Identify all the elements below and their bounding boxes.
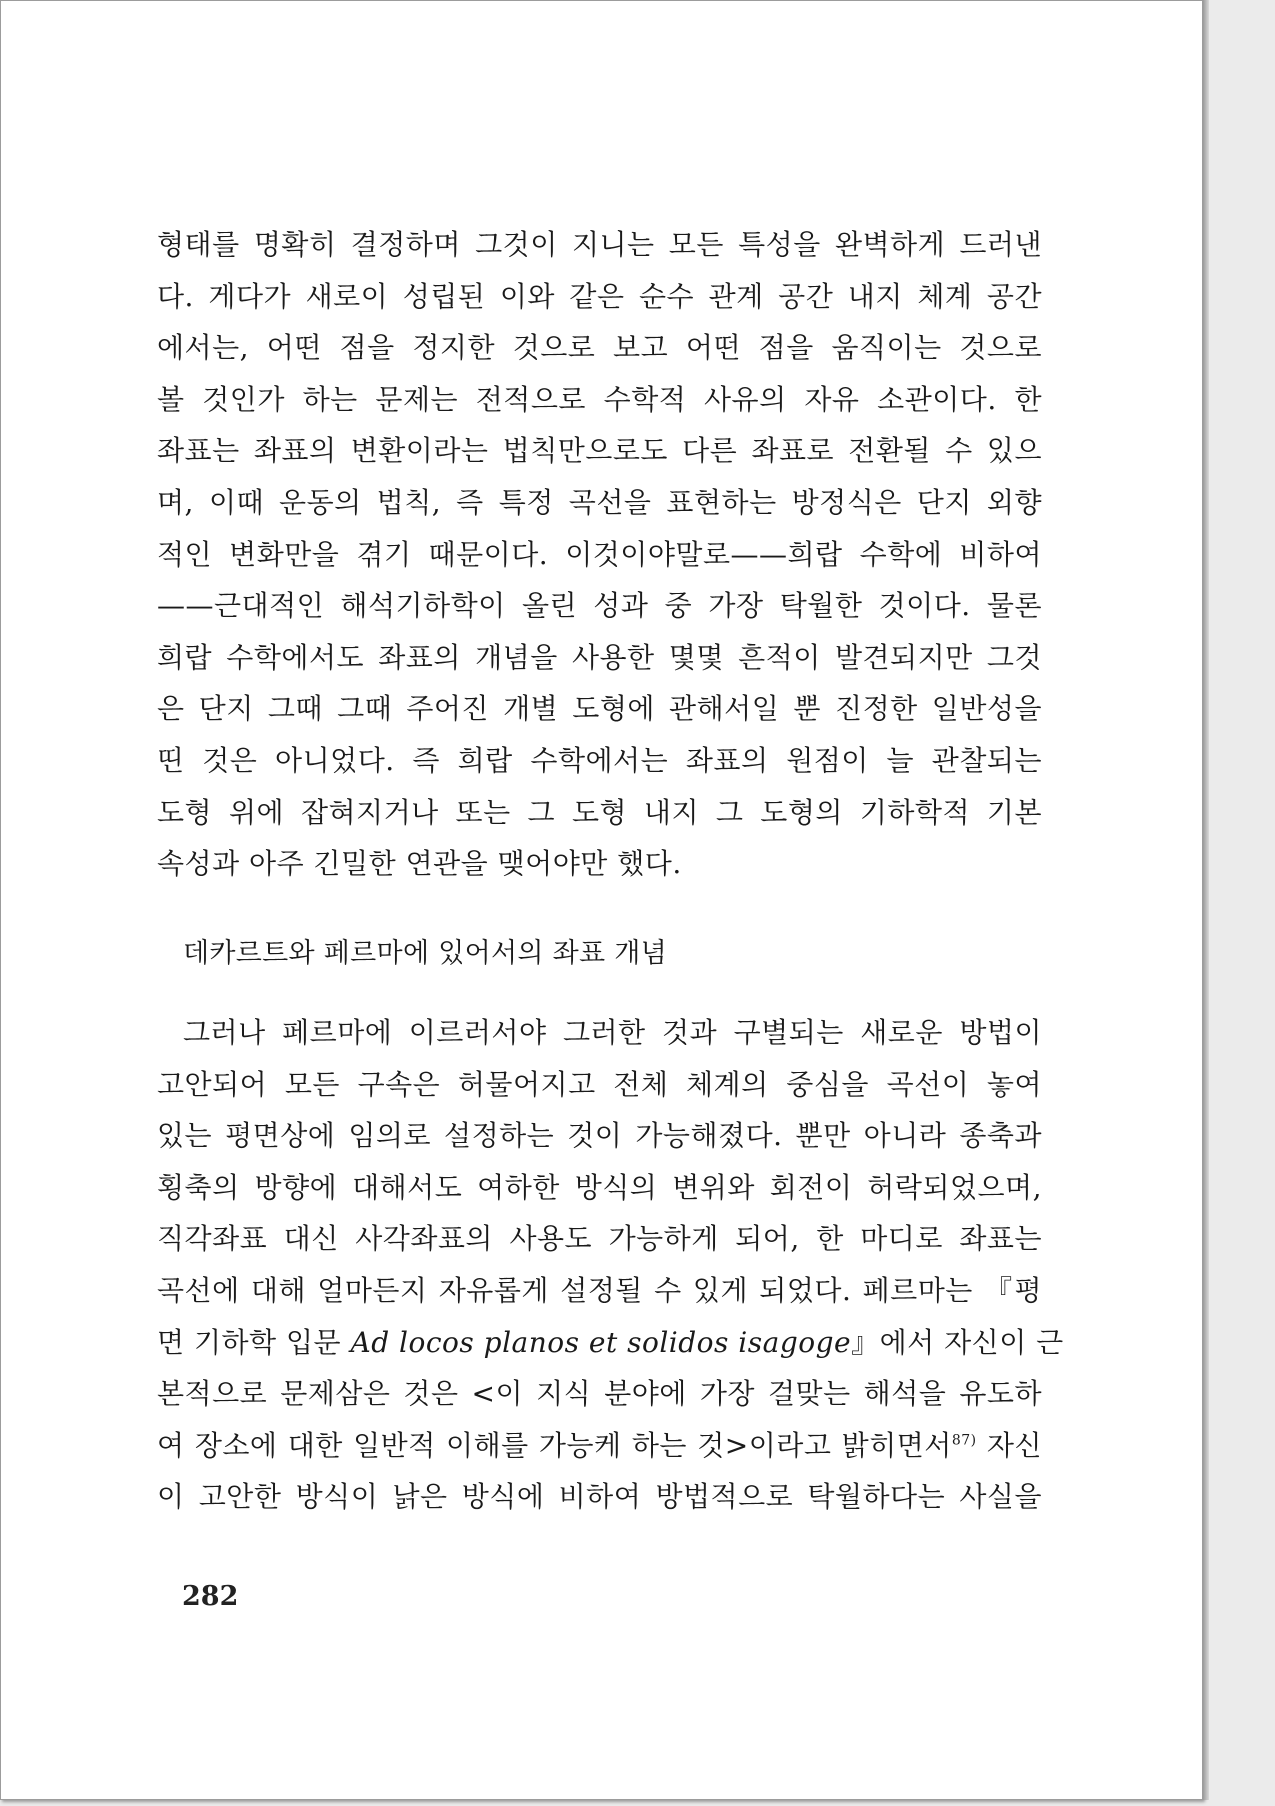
text-line: 희랍 수학에서도 좌표의 개념을 사용한 몇몇 흔적이 발견되지만 그것 <box>157 640 1042 674</box>
text-segment: 면 기하학 입문 <box>157 1325 351 1359</box>
text-line-with-title <box>157 1317 1064 1369</box>
section-heading: 데카르트와 페르마에 있어서의 좌표 개념 <box>183 938 668 969</box>
footnote-marker[interactable]: 87) <box>951 1432 977 1449</box>
text-line: 다. 게다가 새로이 성립된 이와 같은 순수 관계 공간 내지 체계 공간 <box>157 279 1042 313</box>
text-line: 본적으로 문제삼은 것은 <이 지식 분야에 가장 걸맞는 해석을 유도하 <box>157 1377 1042 1411</box>
text-line: 며, 이때 운동의 법칙, 즉 특정 곡선을 표현하는 방정식은 단지 외향 <box>157 485 1042 519</box>
text-line: 좌표는 좌표의 변환이라는 법칙만으로도 다른 좌표로 전환될 수 있으 <box>157 434 1042 468</box>
text-segment: 자신 <box>976 1428 1042 1462</box>
paragraph-fermat <box>157 1007 1064 1523</box>
text-line: 직각좌표 대신 사각좌표의 사용도 가능하게 되어, 한 마디로 좌표는 <box>157 1222 1042 1256</box>
text-line: 속성과 아주 긴밀한 연관을 맺어야만 했다. <box>157 847 682 881</box>
text-line: 형태를 명확히 결정하며 그것이 지니는 모든 특성을 완벽하게 드러낸 <box>157 228 1042 261</box>
text-line: ——근대적인 해석기하학이 올린 성과 중 가장 탁월한 것이다. 물론 <box>157 589 1042 623</box>
text-line: 적인 변화만을 겪기 때문이다. 이것이야말로——희랍 수학에 비하여 <box>157 537 1042 571</box>
text-line: 은 단지 그때 그때 주어진 개별 도형에 관해서일 뿐 진정한 일반성을 <box>157 692 1042 726</box>
page-number: 282 <box>182 1581 239 1612</box>
text-line: 횡축의 방향에 대해서도 여하한 방식의 변위와 회전이 허락되었으며, <box>157 1170 1042 1204</box>
text-line: 도형 위에 잡혀지거나 또는 그 도형 내지 그 도형의 기하학적 기본 <box>157 795 1042 829</box>
text-line: 볼 것인가 하는 문제는 전적으로 수학적 사유의 자유 소관이다. 한 <box>157 382 1042 416</box>
text-line: 있는 평면상에 임의로 설정하는 것이 가능해졌다. 뿐만 아니라 종축과 <box>157 1119 1042 1153</box>
latin-book-title: Ad locos planos et solidos isagoge <box>350 1325 852 1359</box>
text-segment: 』에서 자신이 근 <box>851 1325 1064 1359</box>
text-segment: 여 장소에 대한 일반적 이해를 가능케 하는 것>이라고 밝히면서 <box>157 1428 952 1462</box>
text-line: 띤 것은 아니었다. 즉 희랍 수학에서는 좌표의 원점이 늘 관찰되는 <box>157 743 1042 777</box>
text-line-with-footnote <box>157 1420 1042 1472</box>
text-line: 곡선에 대해 얼마든지 자유롭게 설정될 수 있게 되었다. 페르마는 『평 <box>157 1273 1042 1307</box>
text-line: 고안되어 모든 구속은 허물어지고 전체 체계의 중심을 곡선이 놓여 <box>157 1067 1042 1101</box>
paragraph-continued <box>157 219 1042 890</box>
text-line: 이 고안한 방식이 낡은 방식에 비하여 방법적으로 탁월하다는 사실을 <box>157 1480 1042 1514</box>
text-line: 그러나 페르마에 이르러서야 그러한 것과 구별되는 새로운 방법이 <box>183 1016 1042 1049</box>
page-edge-shadow <box>1203 0 1209 1800</box>
text-line: 에서는, 어떤 점을 정지한 것으로 보고 어떤 점을 움직이는 것으로 <box>157 331 1042 365</box>
